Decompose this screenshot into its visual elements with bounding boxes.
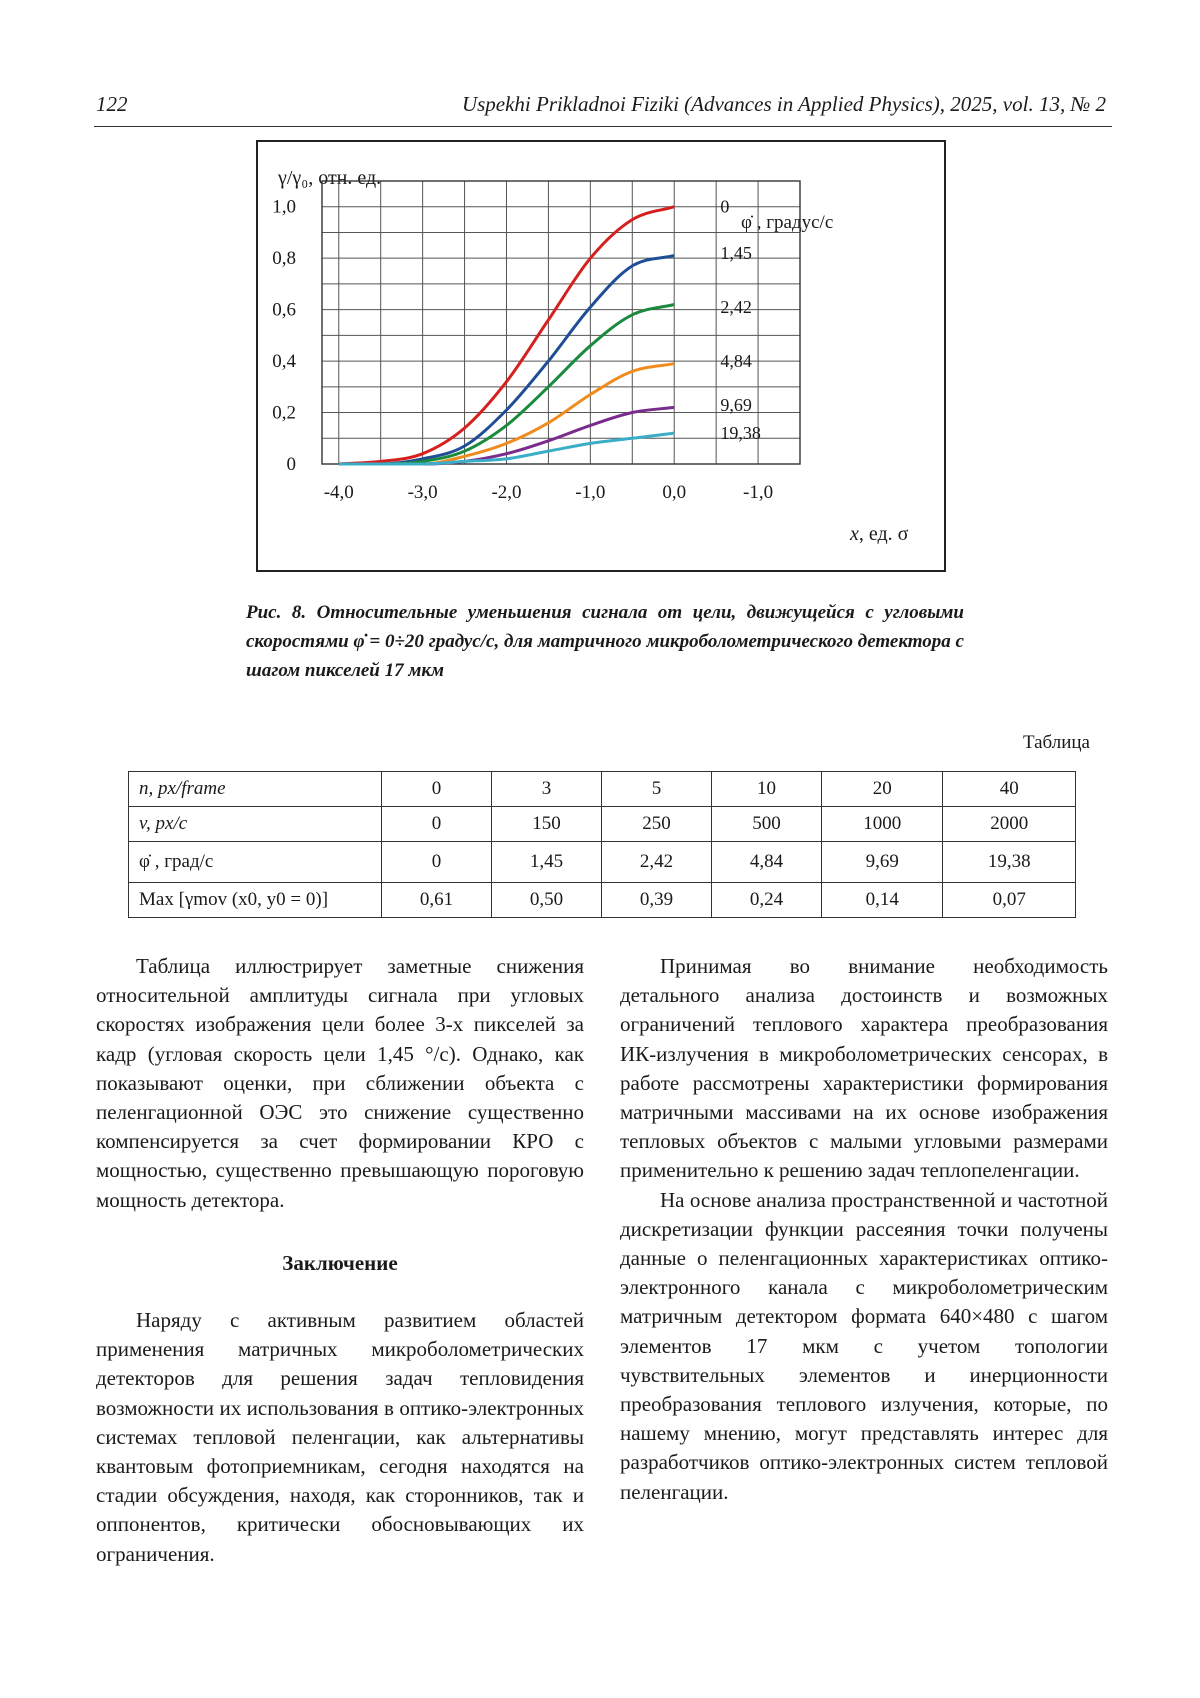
y-axis-label: γ/γ₀, отн. ед. bbox=[278, 167, 382, 189]
legend-label: 9,69 bbox=[720, 394, 752, 415]
table-cell: 0,39 bbox=[602, 883, 712, 918]
x-tick-label: -1,0 bbox=[743, 482, 774, 503]
table-cell: 9,69 bbox=[822, 842, 943, 883]
y-tick-label: 0 bbox=[286, 454, 296, 475]
row-label: φ̇ , град/с bbox=[129, 842, 382, 883]
legend-label: 19,38 bbox=[720, 423, 761, 444]
table-cell: 20 bbox=[822, 772, 943, 807]
table-row bbox=[129, 807, 1076, 842]
x-tick-label: -1,0 bbox=[575, 482, 606, 503]
paragraph: Принимая во внимание необходимость детального анализа достоинств и возможных ограничений теплового характера преобразования ИК-излучения в микроболометрических сенсорах, в работе рассмотрены характеристики формирования матричными массивами на их основе изображения тепловых объектов с малыми угловыми размерами применительно к решению задач теплопеленгации. bbox=[620, 954, 1108, 1183]
table-cell: 150 bbox=[492, 807, 602, 842]
x-tick-label: -3,0 bbox=[407, 482, 438, 503]
chart bbox=[256, 140, 946, 572]
table-cell: 2,42 bbox=[602, 842, 712, 883]
table-row bbox=[129, 883, 1076, 918]
x-tick-label: 0,0 bbox=[662, 482, 687, 503]
table-cell: 10 bbox=[712, 772, 822, 807]
table-cell: 0 bbox=[382, 772, 492, 807]
header-rule bbox=[94, 126, 1112, 127]
table-cell: 0 bbox=[382, 807, 492, 842]
table-cell: 5 bbox=[602, 772, 712, 807]
legend-label: 0 bbox=[720, 196, 730, 217]
y-tick-label: 0,4 bbox=[272, 351, 296, 373]
y-tick-label: 0,8 bbox=[272, 248, 296, 270]
y-tick-label: 1,0 bbox=[272, 196, 296, 218]
table-cell: 0 bbox=[382, 842, 492, 883]
right-column bbox=[620, 952, 1108, 1507]
chart-legend bbox=[720, 197, 761, 443]
journal-header: Uspekhi Prikladnoi Fiziki (Advances in Applied Physics), 2025, vol. 13, № 2 bbox=[461, 92, 1106, 116]
table-cell: 0,24 bbox=[712, 883, 822, 918]
table-cell: 4,84 bbox=[712, 842, 822, 883]
table-cell: 0,14 bbox=[822, 883, 943, 918]
table-cell: 1,45 bbox=[492, 842, 602, 883]
table-cell: 40 bbox=[943, 772, 1076, 807]
paragraph: На основе анализа пространственной и частотной дискретизации функции рассеяния точки получены данные о пеленгационных характеристиках оптико-электронного канала с микроболометрическим матричным детектором формата 640×480 с шагом элементов 17 мкм с учетом топологии чувствительных элементов и инерционности преобразования теплового излучения, которые, по нашему мнению, могут представлять интерес для разработчиков оптико-электронных систем тепловой пеленгации. bbox=[620, 1187, 1108, 1504]
legend-label: 2,42 bbox=[720, 297, 752, 318]
chart-grid bbox=[322, 181, 800, 464]
table-row bbox=[129, 842, 1076, 883]
plot-border bbox=[322, 181, 800, 464]
table-cell: 0,50 bbox=[492, 883, 602, 918]
table-cell: 2000 bbox=[943, 807, 1076, 842]
table-cell: 1000 bbox=[822, 807, 943, 842]
paragraph: Таблица иллюстрирует заметные снижения относительной амплитуды сигнала при угловых скоростях изображения цели более 3-х пикселей за кадр (угловая скорость цели 1,45 °/с). Однако, как показывают оценки, при сближении объекта с пеленгационной ОЭС это снижение существенно компенсируется за счет формировании КРО с мощностью, существенно превышающую пороговую мощность детектора. bbox=[96, 954, 584, 1212]
data-table bbox=[128, 771, 1076, 918]
legend-title: φ̇ , градус/с bbox=[741, 212, 834, 233]
paragraph: Наряду с активным развитием областей применения матричных микроболометрических детекторов для решения задач тепловидения возможности их использования в оптико-электронных системах тепловой пеленгации, как альтернативы квантовым фотоприемникам, сегодня находятся на стадии обсуждения, находя, как сторонников, так и оппонентов, критически обосновывающих их ограничения. bbox=[96, 1308, 584, 1566]
x-tick-label: -2,0 bbox=[491, 482, 522, 503]
table-title: Таблица bbox=[1022, 732, 1090, 753]
legend-label: 1,45 bbox=[720, 243, 752, 264]
table-cell: 0,61 bbox=[382, 883, 492, 918]
table-cell: 500 bbox=[712, 807, 822, 842]
table-cell: 19,38 bbox=[943, 842, 1076, 883]
row-label: v, px/c bbox=[129, 807, 382, 842]
table-cell: 0,07 bbox=[943, 883, 1076, 918]
legend-label: 4,84 bbox=[720, 351, 752, 372]
x-axis-label: x, ед. σ bbox=[850, 523, 909, 545]
table-row bbox=[129, 772, 1076, 807]
table-cell: 3 bbox=[492, 772, 602, 807]
table-cell: 250 bbox=[602, 807, 712, 842]
row-label: Max [γmov (x0, y0 = 0)] bbox=[129, 883, 382, 918]
figure-caption: Рис. 8. Относительные уменьшения сигнала от цели, движущейся с угловыми скоростями φ̇ = 0÷20 градус/с, для матричного микроболометрического детектора с шагом пикселей 17 мкм bbox=[246, 602, 964, 681]
x-tick-label: -4,0 bbox=[323, 482, 354, 503]
page-number: 122 bbox=[96, 92, 128, 116]
y-tick-label: 0,2 bbox=[272, 402, 296, 424]
y-tick-label: 0,6 bbox=[272, 299, 296, 321]
section-heading: Заключение bbox=[282, 1250, 398, 1275]
left-column bbox=[96, 952, 584, 1569]
row-label: n, px/frame bbox=[129, 772, 382, 807]
